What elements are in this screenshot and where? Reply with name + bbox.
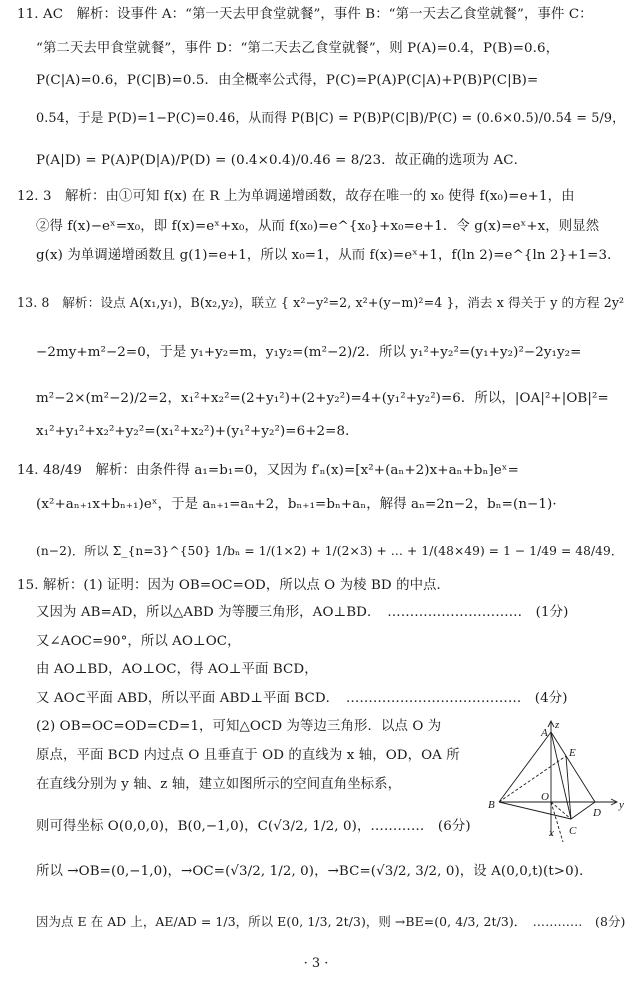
text-line: 11. AC 解析：设事件 A：“第一天去甲食堂就餐”，事件 B：“第一天去乙食堂就餐”，事件 C： xyxy=(17,7,593,22)
label-d: D xyxy=(593,807,601,819)
text-line: −2my+m²−2=0，于是 y₁+y₂=m，y₁y₂=(m²−2)/2．所以 y₁²+y₂²=(y₁+y₂)²−2y₁y₂= xyxy=(36,345,582,360)
text-line: 15. 解析：(1) 证明：因为 OB=OC=OD，所以点 O 为棱 BD 的中点． xyxy=(17,578,451,593)
text-line: 又因为 AB=AD，所以△ABD 为等腰三角形，AO⊥BD． ………………………… (1分) xyxy=(36,605,569,620)
label-a: A xyxy=(541,727,548,739)
text-line: (2) OB=OC=OD=CD=1，可知△OCD 为等边三角形．以点 O 为 xyxy=(36,719,442,734)
label-z: z xyxy=(555,719,560,731)
label-e: E xyxy=(569,747,576,759)
text-line: 由 AO⊥BD，AO⊥OC，得 AO⊥平面 BCD， xyxy=(36,662,318,677)
text-line: 在直线分别为 y 轴、z 轴，建立如图所示的空间直角坐标系， xyxy=(36,777,402,792)
text-line: 13. 8 解析：设点 A(x₁,y₁)，B(x₂,y₂)，联立 { x²−y²=2, x²+(y−m)²=4 }，消去 x 得关于 y 的方程 2y² xyxy=(17,295,625,310)
text-line: P(C|A)=0.6，P(C|B)=0.5．由全概率公式得，P(C)=P(A)P(C|A)+P(B)P(C|B)= xyxy=(36,73,539,88)
label-y: y xyxy=(619,799,624,811)
text-line: m²−2×(m²−2)/2=2，x₁²+x₂²=(2+y₁²)+(2+y₂²)=4+(y₁²+y₂²)=6．所以，|OA|²+|OB|²= xyxy=(36,391,609,406)
label-x: x xyxy=(549,827,554,839)
text-line: x₁²+y₁²+x₂²+y₂²=(x₁²+x₂²)+(y₁²+y₂²)=6+2=8． xyxy=(36,424,359,439)
label-c: C xyxy=(569,825,577,837)
text-line: 所以 →OB=(0,−1,0)，→OC=(√3/2, 1/2, 0)，→BC=(√3/2, 3/2, 0)，设 A(0,0,t)(t>0)． xyxy=(36,864,593,879)
text-line: “第二天去甲食堂就餐”，事件 D：“第二天去乙食堂就餐”，则 P(A)=0.4，P(B)=0.6， xyxy=(36,41,560,56)
text-line: ②得 f(x)−eˣ=x₀，即 f(x)=eˣ+x₀，从而 f(x₀)=e^{x₀}+x₀=e+1．令 g(x)=eˣ+x，则显然 xyxy=(36,219,600,234)
coordinate-figure xyxy=(485,718,631,850)
page-number: · 3 · xyxy=(303,956,329,971)
text-line: P(A|D) = P(A)P(D|A)/P(D) = (0.4×0.4)/0.46 = 8/23．故正确的选项为 AC． xyxy=(36,153,528,168)
text-line: 因为点 E 在 AD 上，AE/AD = 1/3，所以 E(0, 1/3, 2t/3)，则 →BE=(0, 4/3, 2t/3)． ………… (8分) xyxy=(36,914,626,929)
text-line: 12. 3 解析：由①可知 f(x) 在 R 上为单调递增函数，故存在唯一的 x₀ 使得 f(x₀)=e+1，由 xyxy=(17,189,575,204)
text-line: 0.54，于是 P(D)=1−P(C)=0.46，从而得 P(B|C) = P(B)P(C|B)/P(C) = (0.6×0.5)/0.54 = 5/9， xyxy=(36,111,626,126)
text-line: 则可得坐标 O(0,0,0)，B(0,−1,0)，C(√3/2, 1/2, 0)，………… (6分) xyxy=(36,819,471,834)
text-line: 又∠AOC=90°，所以 AO⊥OC， xyxy=(36,634,241,649)
text-line: 又 AO⊂平面 ABD，所以平面 ABD⊥平面 BCD． ………………………………… (4分) xyxy=(36,691,568,706)
text-line: (x²+aₙ₊₁x+bₙ₊₁)eˣ，于是 aₙ₊₁=aₙ+2，bₙ₊₁=bₙ+aₙ，解得 aₙ=2n−2，bₙ=(n−1)· xyxy=(36,497,557,512)
text-line: 14. 48/49 解析：由条件得 a₁=b₁=0，又因为 f′ₙ(x)=[x²+(aₙ+2)x+aₙ+bₙ]eˣ= xyxy=(17,463,519,478)
text-line: g(x) 为单调递增函数且 g(1)=e+1，所以 x₀=1，从而 f(x)=eˣ+1，f(ln 2)=e^{ln 2}+1=3． xyxy=(36,248,621,263)
label-o: O xyxy=(541,791,549,803)
label-b: B xyxy=(488,799,495,811)
text-line: 原点，平面 BCD 内过点 O 且垂直于 OD 的直线为 x 轴，OD，OA 所 xyxy=(36,748,460,763)
text-line: (n−2)．所以 Σ_{n=3}^{50} 1/bₙ = 1/(1×2) + 1/(2×3) + … + 1/(48×49) = 1 − 1/49 = 48/49． xyxy=(36,544,624,558)
